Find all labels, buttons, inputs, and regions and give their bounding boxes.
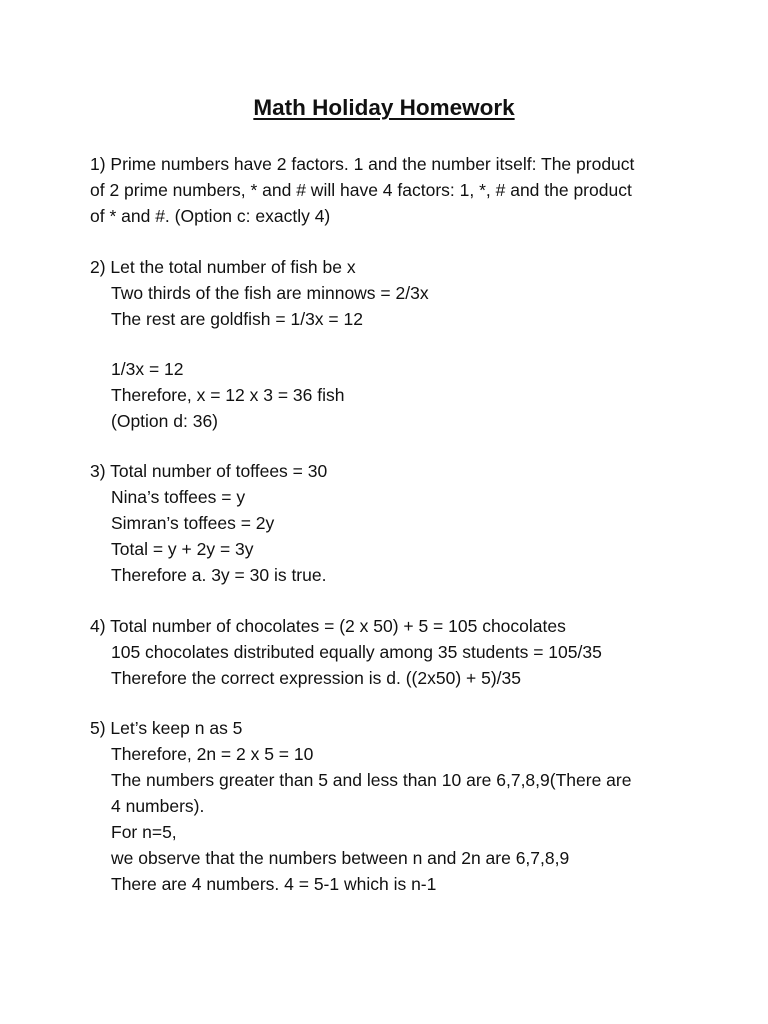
q5-line-7: There are 4 numbers. 4 = 5-1 which is n-1 (111, 874, 437, 894)
page-title: Math Holiday Homework (253, 95, 515, 120)
q4-line-1: 4) Total number of chocolates = (2 x 50) + 5 = 105 chocolates (90, 616, 566, 636)
q5-line-4: 4 numbers). (111, 796, 205, 816)
q5-line-6: we observe that the numbers between n and 2n are 6,7,8,9 (111, 848, 570, 868)
q2-line-1: 2) Let the total number of fish be x (90, 257, 356, 277)
q5-line-3: The numbers greater than 5 and less than 10 are 6,7,8,9(There are (111, 770, 632, 790)
q2-line-6: (Option d: 36) (111, 411, 218, 431)
q3-line-2: Nina’s toffees = y (111, 487, 246, 507)
q5-line-1: 5) Let’s keep n as 5 (90, 718, 243, 738)
q4-line-3: Therefore the correct expression is d. ((2x50) + 5)/35 (111, 668, 521, 688)
q3-line-3: Simran’s toffees = 2y (111, 513, 275, 533)
q2-line-2: Two thirds of the fish are minnows = 2/3x (111, 283, 429, 303)
q3-line-5: Therefore a. 3y = 30 is true. (111, 565, 327, 585)
q2-line-4: 1/3x = 12 (111, 359, 184, 379)
q5-line-2: Therefore, 2n = 2 x 5 = 10 (111, 744, 314, 764)
q2-line-3: The rest are goldfish = 1/3x = 12 (111, 309, 363, 329)
q1-line-3: of * and #. (Option c: exactly 4) (90, 206, 331, 226)
q2-line-5: Therefore, x = 12 x 3 = 36 fish (111, 385, 345, 405)
q3-line-4: Total = y + 2y = 3y (111, 539, 254, 559)
q1-line-2: of 2 prime numbers, * and # will have 4 factors: 1, *, # and the product (90, 180, 632, 200)
q4-line-2: 105 chocolates distributed equally among 35 students = 105/35 (111, 642, 602, 662)
q1-line-1: 1) Prime numbers have 2 factors. 1 and the number itself: The product (90, 154, 635, 174)
q5-line-5: For n=5, (111, 822, 177, 842)
q3-line-1: 3) Total number of toffees = 30 (90, 461, 328, 481)
